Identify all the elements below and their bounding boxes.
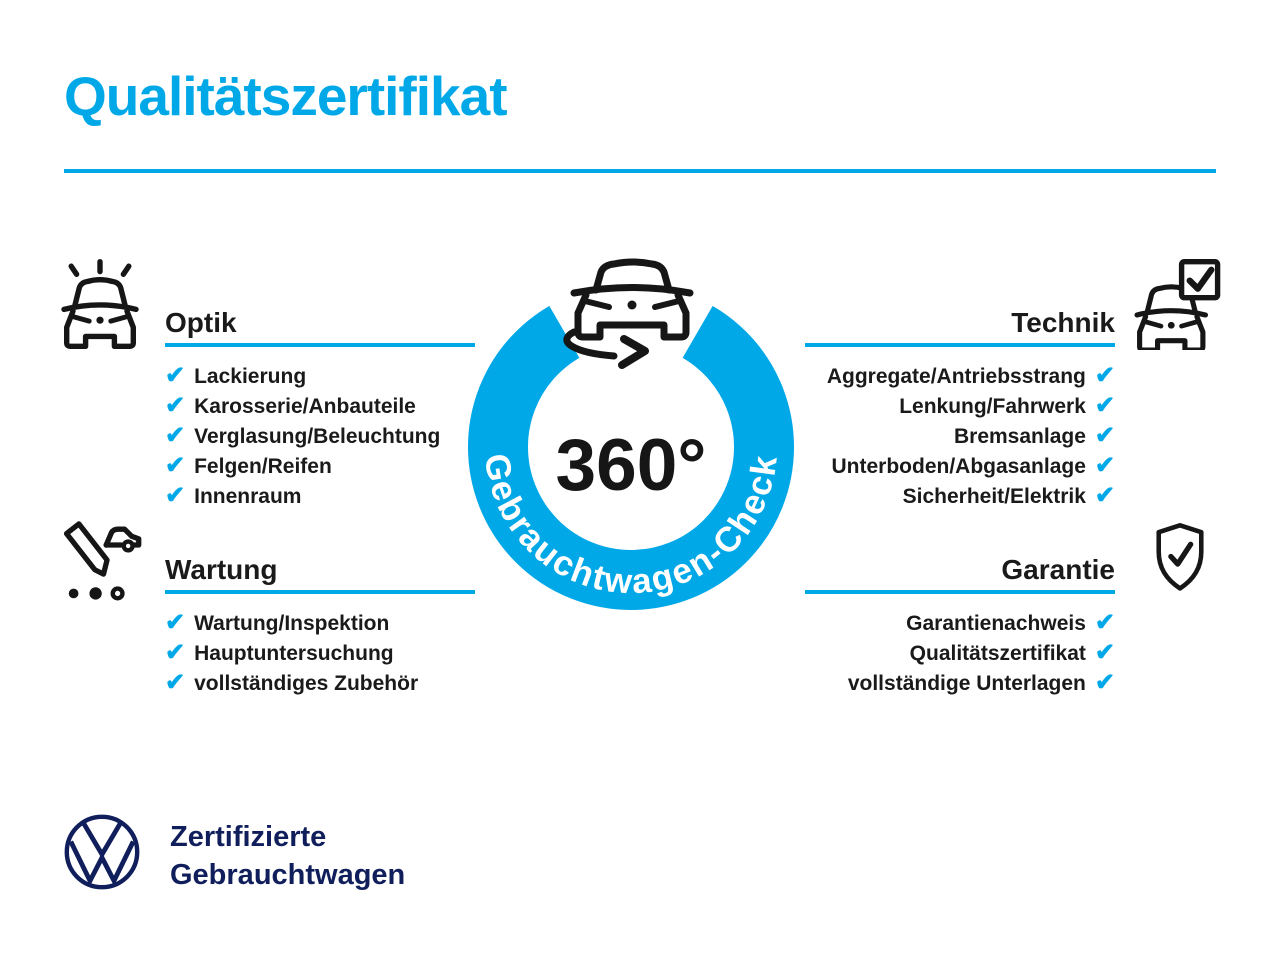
checklist-item-label: Bremsanlage [953,425,1086,448]
shield-check-icon [1149,520,1211,596]
checklist-item-label: Felgen/Reifen [194,455,332,478]
checklist-item-label: Garantienachweis [906,612,1086,635]
checklist-item [165,669,475,699]
check-icon: ✔ [165,452,186,479]
check-icon: ✔ [1094,482,1115,509]
title-divider [64,169,1216,173]
footer-brand-text [170,818,405,894]
badge-360-check [428,240,834,652]
section-technik [805,303,1115,512]
service-checklist-icon [56,515,144,605]
shiny-car-icon [55,257,145,351]
checklist-item-label: Karosserie/Anbauteile [194,395,416,418]
footer-line-2: Gebrauchtwagen [170,859,406,891]
check-icon: ✔ [165,669,186,696]
check-icon: ✔ [1094,362,1115,389]
page-title: Qualitätszertifikat [64,65,507,127]
check-icon: ✔ [1094,609,1115,636]
checklist-item [805,392,1115,422]
checklist-item-label: Hauptuntersuchung [194,642,394,665]
section-title: Optik [165,307,237,338]
section-title: Technik [1011,307,1115,338]
checklist-item-label: Aggregate/Antriebsstrang [826,365,1086,388]
checklist-item-label: vollständige Unterlagen [847,672,1086,695]
check-icon: ✔ [1094,422,1115,449]
check-icon: ✔ [1094,639,1115,666]
checklist-item [805,669,1115,699]
check-icon: ✔ [165,392,186,419]
checklist-item [805,362,1115,392]
checklist-item-label: Verglasung/Beleuchtung [194,425,441,448]
checklist-item [805,422,1115,452]
section-divider [805,590,1115,594]
checklist-item-label: Unterboden/Abgasanlage [831,455,1086,478]
check-icon: ✔ [1094,452,1115,479]
check-icon: ✔ [165,609,186,636]
footer-line-1: Zertifizierte [170,821,327,853]
check-icon: ✔ [165,482,186,509]
checklist [805,362,1115,512]
checklist-item [805,482,1115,512]
section-title: Wartung [165,554,278,585]
checklist-item-label: Wartung/Inspektion [194,612,390,635]
check-icon: ✔ [1094,392,1115,419]
checklist-item-label: Qualitätszertifikat [909,642,1086,665]
car-checkbox-icon [1133,258,1223,350]
checklist-item-label: Lenkung/Fahrwerk [899,395,1086,418]
vw-logo [62,812,142,892]
checklist [805,609,1115,699]
check-icon: ✔ [165,362,186,389]
checklist-item [805,452,1115,482]
checklist-item-label: Lackierung [194,365,307,388]
checklist-item [805,639,1115,669]
ring-label: Gebrauchtwagen-Check [476,450,786,602]
checklist-item-label: vollständiges Zubehör [194,672,419,695]
checklist-item-label: Innenraum [194,485,302,508]
section-garantie [805,550,1115,699]
check-icon: ✔ [165,422,186,449]
checklist-item [805,609,1115,639]
degree-label: 360° [555,425,707,506]
check-icon: ✔ [1094,669,1115,696]
check-icon: ✔ [165,639,186,666]
section-divider [805,343,1115,347]
section-title: Garantie [1001,554,1115,585]
checklist-item-label: Sicherheit/Elektrik [902,485,1086,508]
